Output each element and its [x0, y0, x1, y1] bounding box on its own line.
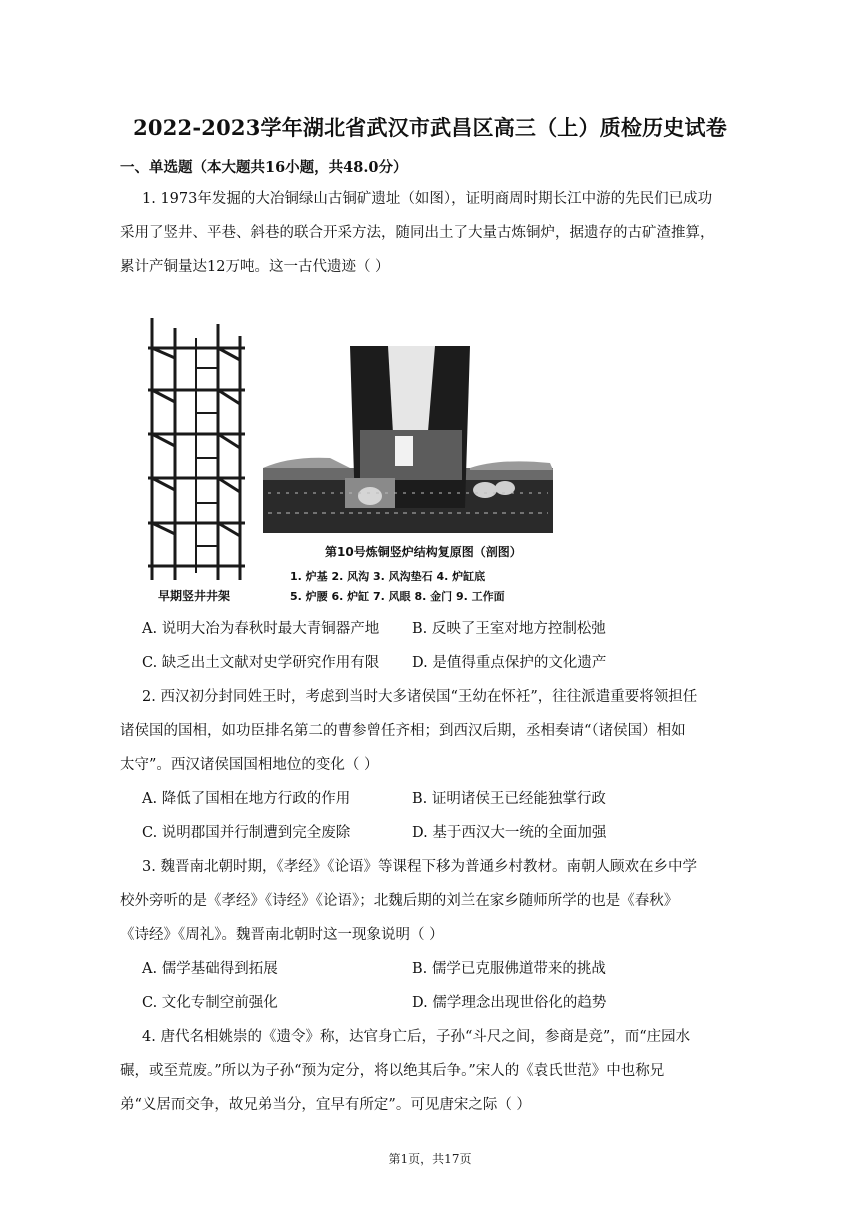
option-a[interactable]: A. 说明大冶为春秋时最大青铜器产地: [142, 621, 380, 637]
option-a[interactable]: A. 儒学基础得到拓展: [142, 961, 278, 977]
section-heading: 一、单选题（本大题共16小题，共48.0分）: [120, 159, 408, 176]
question-3-line: 3. 魏晋南北朝时期，《孝经》《论语》等课程下移为普通乡村教材。南朝人顾欢在乡中学: [142, 859, 697, 875]
options-row: [142, 816, 754, 850]
mine-figure-drawing: [140, 318, 560, 608]
option-c[interactable]: C. 文化专制空前强化: [142, 995, 278, 1011]
question-1-line: 采用了竖井、平巷、斜巷的联合开采方法，随同出土了大量古炼铜炉，据遗存的古矿渣推算，: [120, 225, 715, 241]
question-4-line: 弟“义居而交争，故兄弟当分，宜早有所定”。可见唐宋之际（ ）: [120, 1097, 531, 1113]
question-4-line: 碾，或至荒废。”所以为子孙“预为定分，将以绝其后争。”宋人的《袁氏世范》中也称兄: [120, 1063, 665, 1079]
option-b[interactable]: B. 儒学已克服佛道带来的挑战: [412, 961, 606, 977]
option-d[interactable]: D. 儒学理念出现世俗化的趋势: [412, 995, 607, 1011]
question-3: [120, 850, 754, 952]
mine-figure: [140, 318, 560, 608]
options-row: [142, 646, 754, 680]
question-3-line: 《诗经》《周礼》。魏晋南北朝时这一现象说明（ ）: [120, 927, 444, 943]
right-figure-title: 第10号炼铜竖炉结构复原图（剖图）: [325, 545, 522, 559]
question-2: [120, 680, 754, 782]
figure-legend-row-2: 5. 炉腰 6. 炉缸 7. 风眼 8. 金门 9. 工作面: [290, 590, 505, 603]
options-row: [142, 612, 754, 646]
shaft-frame-illustration: [148, 318, 245, 580]
furnace-cross-section: [263, 346, 553, 533]
option-a[interactable]: A. 降低了国相在地方行政的作用: [142, 791, 351, 807]
question-1-line: 累计产铜量达12万吨。这一古代遗迹（ ）: [120, 259, 390, 275]
option-d[interactable]: D. 基于西汉大一统的全面加强: [412, 825, 607, 841]
exam-title: 2022-2023学年湖北省武汉市武昌区高三（上）质检历史试卷: [133, 115, 727, 140]
question-1-line: 1. 1973年发掘的大冶铜绿山古铜矿遗址（如图），证明商周时期长江中游的先民们已成功: [142, 191, 713, 207]
figure-legend-row-1: 1. 炉基 2. 风沟 3. 风沟垫石 4. 炉缸底: [290, 570, 486, 583]
question-4: [120, 1020, 754, 1122]
question-3-line: 校外旁听的是《孝经》《诗经》《论语》；北魏后期的刘兰在家乡随师所学的也是《春秋》: [120, 893, 679, 909]
options-row: [142, 782, 754, 816]
options-row: [142, 952, 754, 986]
question-2-line: 诸侯国的国相，如功臣排名第二的曹参曾任齐相；到西汉后期，丞相奏请“（诸侯国）相如: [120, 723, 686, 739]
option-c[interactable]: C. 说明郡国并行制遭到完全废除: [142, 825, 351, 841]
option-d[interactable]: D. 是值得重点保护的文化遗产: [412, 655, 607, 671]
option-b[interactable]: B. 证明诸侯王已经能独掌行政: [412, 791, 606, 807]
page-footer: 第1页，共17页: [388, 1152, 472, 1166]
question-4-line: 4. 唐代名相姚崇的《遗令》称，达官身亡后，子孙“斗尺之间，参商是竞”，而“庄园水: [142, 1029, 691, 1045]
question-2-line: 2. 西汉初分封同姓王时，考虑到当时大多诸侯国“王幼在怀衽”，往往派遣重要将领担任: [142, 689, 698, 705]
option-c[interactable]: C. 缺乏出土文献对史学研究作用有限: [142, 655, 380, 671]
options-row: [142, 986, 754, 1020]
left-figure-caption: 早期竖井井架: [158, 589, 231, 603]
option-b[interactable]: B. 反映了王室对地方控制松弛: [412, 621, 606, 637]
question-1: [120, 182, 754, 284]
question-2-line: 太守”。西汉诸侯国国相地位的变化（ ）: [120, 757, 379, 773]
